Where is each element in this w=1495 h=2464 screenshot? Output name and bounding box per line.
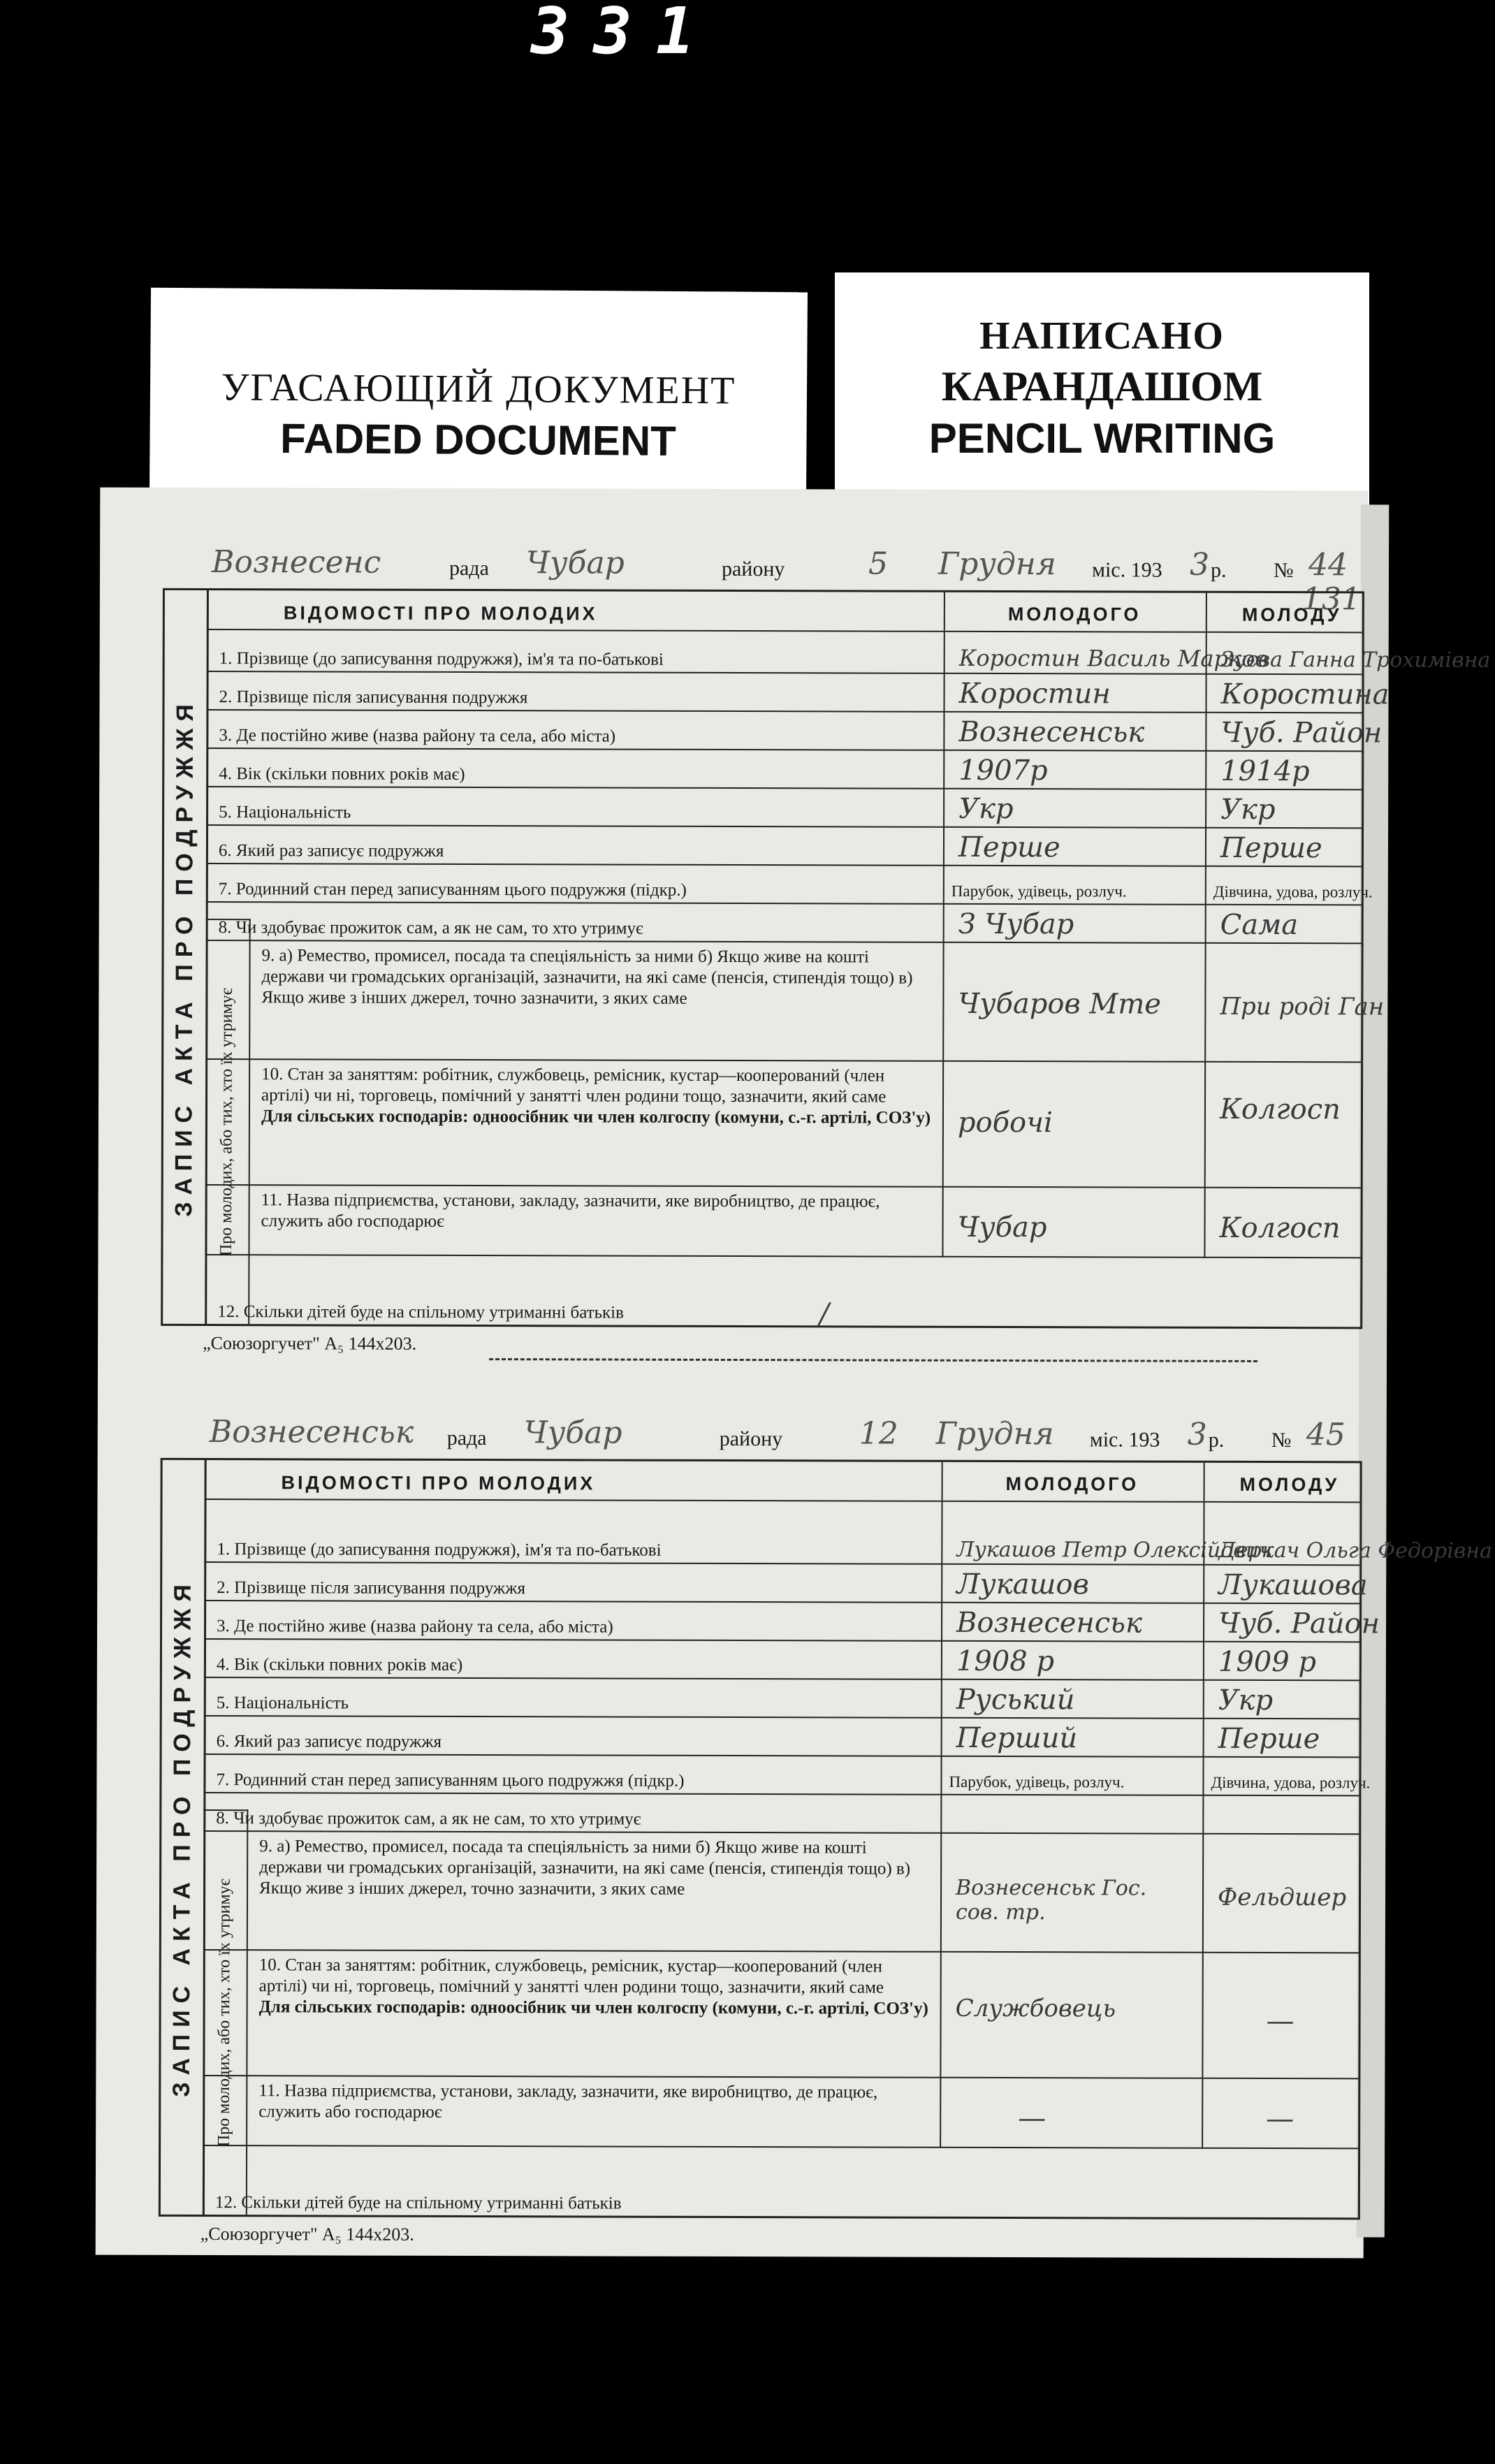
rada-label: рада <box>449 556 489 581</box>
groom-name: Лукашов Петр Олексійович <box>956 1537 1272 1563</box>
record-number: 45 <box>1306 1417 1346 1453</box>
marriage-record-form-1 <box>161 537 1491 1354</box>
table-row: 11. Назва підприємства, установи, закладу, зазначити, яке виробництво, де працює, служить або господарює — — <box>203 2075 1358 2149</box>
village-name: Вознесенс <box>211 544 381 581</box>
table-row: 10. Стан за заняттям: робітник, службовець, ремісник, кустар—кооперований (член артілі) чи ні, торговець, помічний у занятті член родини тощо, зазначити, який саме Для сільських господарів: одноосібник чи член колгоспу (комуни, с.-г. артілі, СОЗ'у) Службовець — <box>203 1949 1358 2079</box>
film-frame-number: 331 <box>531 0 719 68</box>
table-header-row <box>205 1460 1360 1501</box>
month-year-label: міс. 193 <box>1091 558 1162 582</box>
table-row: 4. Вік (скільки повних років має) 1908 р 1909 р <box>204 1638 1359 1681</box>
record-day: 12 <box>859 1415 898 1452</box>
head-groom: МОЛОДОГО <box>1005 1473 1139 1495</box>
bride-name: Деркач Ольга Федорівна <box>1218 1538 1492 1563</box>
document-sheet <box>96 488 1492 2259</box>
table-row: 11. Назва підприємства, установи, закладу, зазначити, яке виробництво, де працює, служить або господарює Чубар Колгосп <box>205 1184 1360 1258</box>
table-row: 9. а) Ремество, промисел, посада та спеціяльність за ними б) Якщо живе на коштi держави чи громадських організацій, зазначити, на які саме (пенсія, стипендія тощо) в) Якщо живе з інших джерел, точно зазначити, з яких саме Вознесенськ Гос. сов. тр. Фельдшер <box>203 1830 1359 1953</box>
table-row: 1. Прізвище (до записування подружжя), ім'я та по-батькові Лукашов Петр Олексійович Деркач Ольга Федорівна <box>204 1499 1359 1566</box>
record-month: Грудня <box>935 1415 1054 1452</box>
table-row: 3. Де постійно живе (назва району та села, або міста) Вознесенськ Чуб. Район <box>206 709 1362 752</box>
table-row: 5. Національність Руський Укр <box>204 1677 1359 1719</box>
record-day: 5 <box>868 546 889 582</box>
table-row: 7. Родинний стан перед записуванням цього подружжя (підкр.) Парубок, удівець, розлуч. Дівчина, удова, розлуч. <box>203 1754 1359 1796</box>
rada-label: рада <box>446 1426 487 1450</box>
table-row: 7. Родинний стан перед записуванням цього подружжя (підкр.) Парубок, удівець, розлуч. Дівчина, удова, розлуч. <box>206 863 1362 905</box>
printer-mark: „Союзоргучет" А₅ 144х203. <box>200 2224 414 2245</box>
table-row: 5. Національність Укр Укр <box>206 786 1362 829</box>
vertical-title: ЗАПИС АКТА ПРО ПОДРУЖЖЯ <box>161 1460 207 2215</box>
table-header-row <box>207 590 1362 632</box>
table-row: 3. Де постійно живе (назва району та села, або міста) Вознесенськ Чуб. Район <box>204 1600 1359 1642</box>
sub-vertical-title: Про молодих, або тих, хто їх утримує <box>203 1809 249 2215</box>
table-row: 6. Який раз записує подружжя Перше Перше <box>206 824 1362 867</box>
table-row: 6. Який раз записує подружжя Перший Перше <box>204 1715 1359 1758</box>
r-label: р. <box>1210 558 1227 582</box>
council-name: Чубар <box>523 1415 622 1451</box>
pencil-label-line1: НАПИСАНО <box>979 314 1225 358</box>
head-bride: МОЛОДУ <box>1239 1473 1340 1496</box>
sub-vertical-title: Про молодих, або тих, хто їх утримує <box>205 919 251 1324</box>
head-info: ВІДОМОСТІ ПРО МОЛОДИХ <box>283 602 598 625</box>
table-row: 8. Чи здобуває прожиток сам, а як не сам, то хто утримує <box>203 1792 1359 1835</box>
printer-mark: „Союзоргучет" А₅ 144х203. <box>203 1333 417 1354</box>
record-table <box>159 1458 1492 2219</box>
faded-document-label <box>150 288 808 499</box>
pencil-label-english: PENCIL WRITING <box>928 415 1276 462</box>
record-number: 44 <box>1308 547 1348 583</box>
year-digit: 3 <box>1187 1416 1207 1452</box>
groom-name: Коростин Василь Марков <box>958 644 1269 673</box>
table-row: 10. Стан за заняттям: робітник, службовець, ремісник, кустар—кооперований (член артілі) чи ні, торговець, помічний у занятті член родини тощо, зазначити, який саме Для сільських господарів: одноосібник чи член колгоспу (комуни, с.-г. артілі, СОЗ'у) робочі Колгосп <box>205 1058 1361 1188</box>
raionu-label: району <box>719 1427 783 1451</box>
faded-label-english: FADED DOCUMENT <box>279 415 677 465</box>
raionu-label: району <box>721 557 785 581</box>
r-label: р. <box>1208 1428 1225 1452</box>
form-header <box>163 537 1364 589</box>
table-row: 12. Скільки дітей буде на спільному утриманні батьків / <box>205 1254 1360 1328</box>
number-sign: № <box>1271 1429 1292 1452</box>
faded-label-russian: УГАСАЮЩИЙ ДОКУМЕНТ <box>221 365 736 413</box>
month-year-label: міс. 193 <box>1089 1428 1160 1452</box>
village-name: Вознесенськ <box>209 1414 414 1450</box>
pencil-label-line2: КАРАНДАШОМ <box>941 363 1263 409</box>
pencil-writing-label <box>835 272 1369 513</box>
table-row: 8. Чи здобуває прожиток сам, а як не сам, то хто утримує З Чубар Сама <box>206 901 1362 944</box>
head-info: ВІДОМОСТІ ПРО МОЛОДИХ <box>281 1472 596 1494</box>
head-groom: МОЛОДОГО <box>1007 604 1142 625</box>
record-table <box>161 588 1491 1330</box>
number-sign: № <box>1273 559 1294 583</box>
council-name: Чубар <box>525 545 625 581</box>
record-month: Грудня <box>938 546 1056 583</box>
year-digit: 3 <box>1189 546 1210 583</box>
cut-line <box>489 1358 1257 1362</box>
form-header <box>161 1406 1362 1459</box>
bride-name: Зуєва Ганна Трохимівна <box>1220 647 1491 673</box>
head-bride: МОЛОДУ <box>1241 604 1342 626</box>
table-row: 9. а) Ремество, промисел, посада та спеціяльність за ними б) Якщо живе на коштi держави чи громадських організацій, зазначити, на які саме (пенсія, стипендія тощо) в) Якщо живе з інших джерел, точно зазначити, з яких саме Чубаров Мте При роді Ган <box>205 940 1361 1063</box>
marriage-record-form-2 <box>159 1406 1492 2245</box>
table-row: 4. Вік (скільки повних років має) 1907р 1914р <box>206 748 1362 790</box>
table-row: 2. Прізвище після записування подружжя Лукашов Лукашова <box>204 1561 1359 1604</box>
vertical-title: ЗАПИС АКТА ПРО ПОДРУЖЖЯ <box>163 590 209 1324</box>
table-row: 12. Скільки дітей буде на спільному утриманні батьків <box>203 2145 1358 2219</box>
table-row: 1. Прізвище (до записування подружжя), ім'я та по-батькові Коростин Василь Марков Зуєва Ганна Трохимівна <box>207 629 1362 675</box>
table-row: 2. Прізвище після записування подружжя Коростин Коростина <box>206 671 1362 713</box>
side-number: 131 <box>1301 581 1361 618</box>
